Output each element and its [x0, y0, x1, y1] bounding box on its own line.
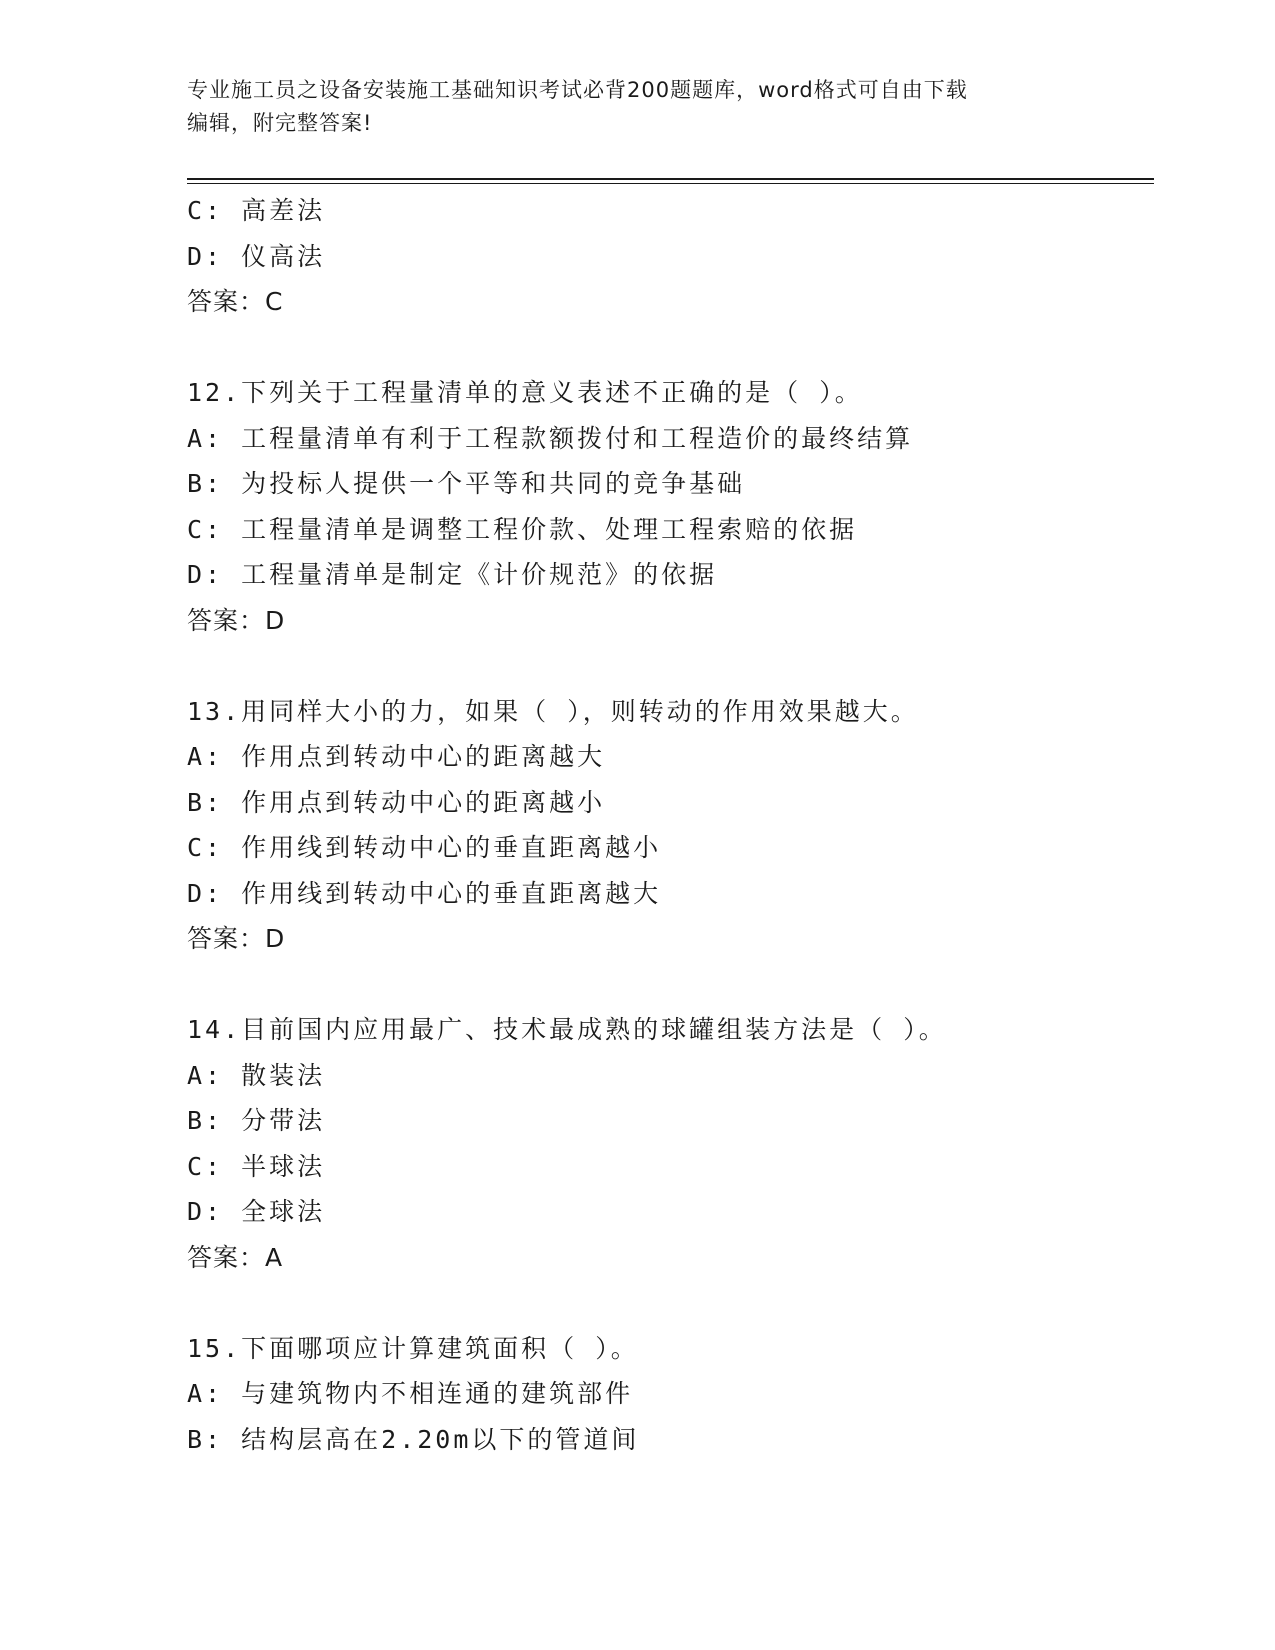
option-c: C: 作用线到转动中心的垂直距离越小: [187, 833, 662, 862]
spacer: [187, 643, 1147, 689]
question-stem: 13.用同样大小的力，如果（ ），则转动的作用效果越大。: [187, 696, 919, 726]
answer: 答案：A: [187, 1242, 284, 1272]
option-b: B: 为投标人提供一个平等和共同的竞争基础: [187, 469, 746, 498]
option-a: A: 与建筑物内不相连通的建筑部件: [187, 1379, 634, 1408]
option-a: A: 作用点到转动中心的距离越大: [187, 742, 606, 771]
option-d: D: 作用线到转动中心的垂直距离越大: [187, 878, 662, 908]
option-d: D: 仪高法: [187, 241, 326, 271]
question-13: [187, 689, 1147, 962]
question-stem: 15.下面哪项应计算建筑面积（ ）。: [187, 1333, 639, 1363]
question-stem: 12.下列关于工程量清单的意义表述不正确的是（ ）。: [187, 378, 863, 407]
header-line-1: 专业施工员之设备安装施工基础知识考试必背200题题库，word格式可自由下载: [187, 78, 968, 102]
question-stem: 14.目前国内应用最广、技术最成熟的球罐组装方法是（ ）。: [187, 1015, 947, 1044]
option-a: A: 工程量清单有利于工程款额拨付和工程造价的最终结算: [187, 423, 914, 453]
question-15: [187, 1326, 1147, 1463]
question-list: [187, 188, 1147, 1462]
option-c: C: 高差法: [187, 196, 326, 225]
option-b: B: 作用点到转动中心的距离越小: [187, 787, 606, 817]
answer: 答案：D: [187, 605, 286, 635]
page-header: [187, 74, 1067, 140]
spacer: [187, 1280, 1147, 1326]
question-11-continued: [187, 188, 1147, 325]
question-14: [187, 1007, 1147, 1280]
answer: 答案：C: [187, 287, 284, 316]
option-b: B: 结构层高在2.20m以下的管道间: [187, 1424, 640, 1454]
option-c: C: 工程量清单是调整工程价款、处理工程索赔的依据: [187, 514, 858, 544]
spacer: [187, 962, 1147, 1008]
option-b: B: 分带法: [187, 1106, 326, 1135]
spacer: [187, 325, 1147, 371]
option-d: D: 全球法: [187, 1197, 326, 1226]
option-d: D: 工程量清单是制定《计价规范》的依据: [187, 560, 718, 589]
header-divider-thick: [187, 178, 1154, 180]
option-a: A: 散装法: [187, 1060, 326, 1090]
question-12: [187, 370, 1147, 643]
header-divider-thin: [187, 183, 1154, 184]
option-c: C: 半球法: [187, 1151, 326, 1181]
header-line-2: 编辑，附完整答案!: [187, 111, 373, 135]
answer: 答案：D: [187, 924, 286, 953]
